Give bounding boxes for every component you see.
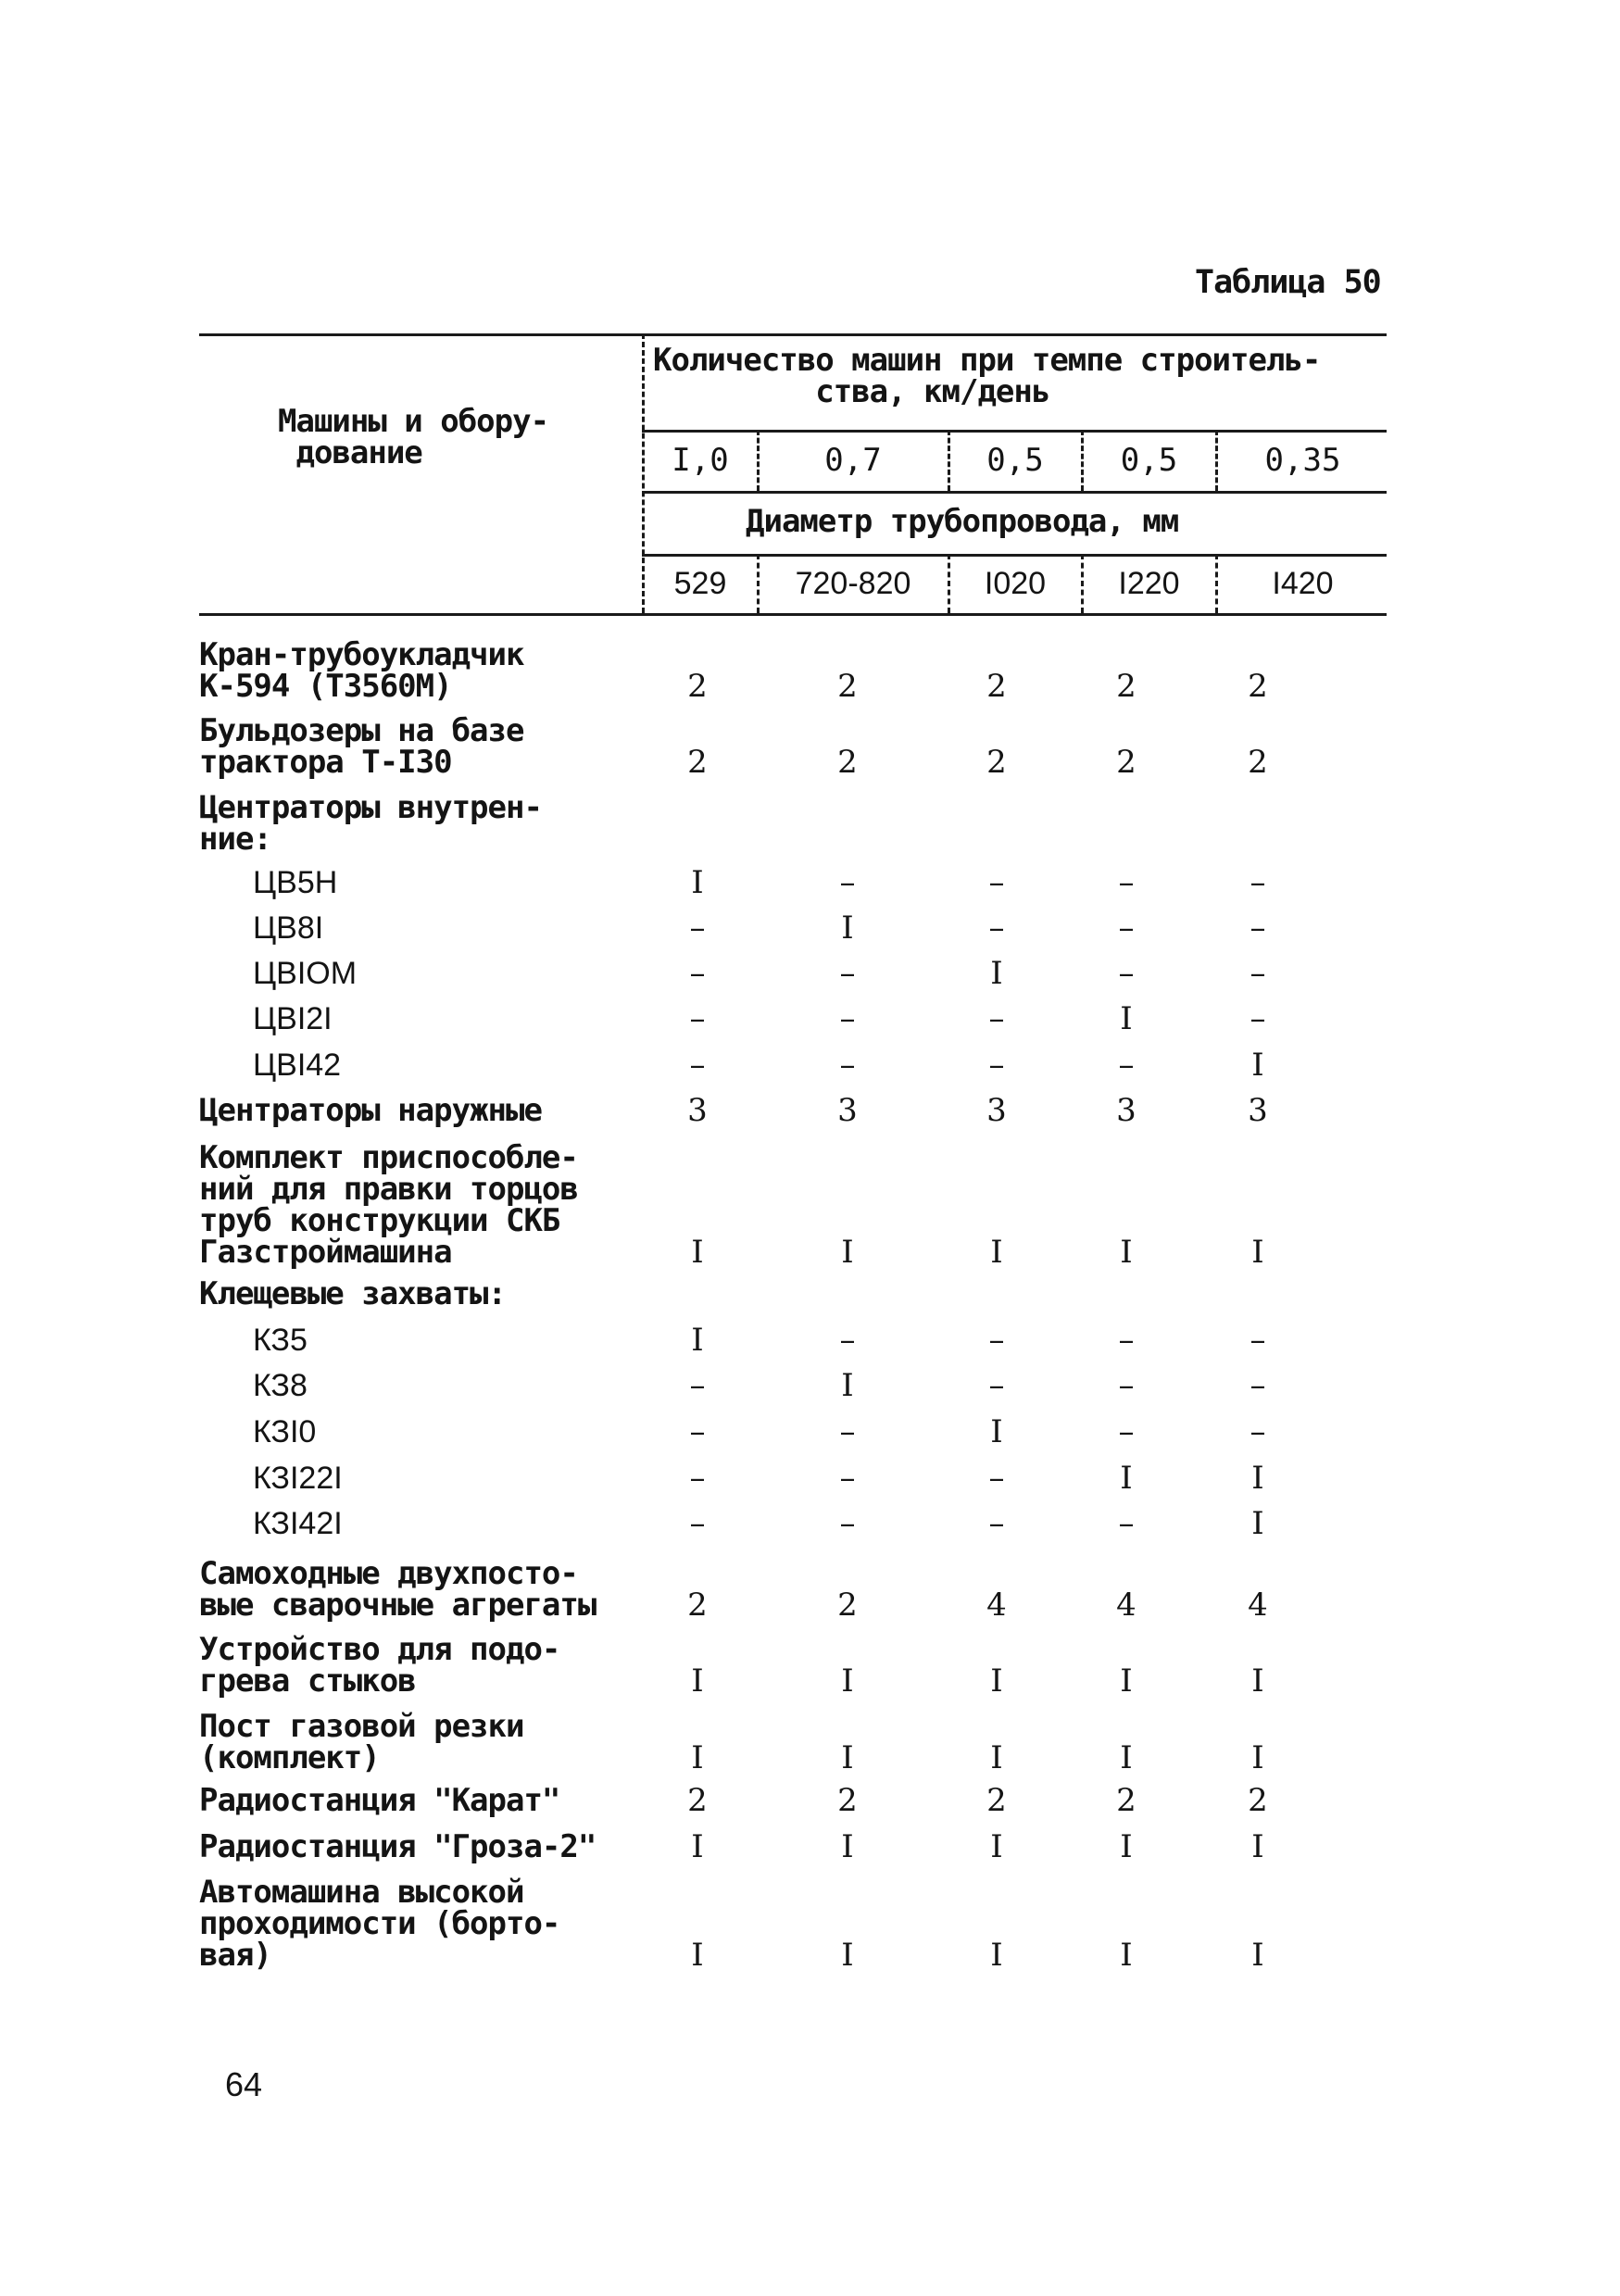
diameter-separator [1081, 554, 1084, 613]
row-label: КЗI42I [253, 1506, 343, 1541]
table-top-rule [199, 333, 1387, 336]
row-value: – [839, 1000, 856, 1037]
row-value: I [1120, 1739, 1133, 1776]
row-value: – [988, 1460, 1005, 1497]
row-value: – [1250, 1413, 1266, 1450]
row-value: – [988, 1367, 1005, 1404]
row-value: – [839, 1505, 856, 1542]
diameter-bottom-rule [642, 554, 1387, 557]
row-value: 2 [837, 744, 858, 781]
tempo-separator [757, 430, 760, 491]
row-value: – [689, 1047, 706, 1084]
row-label: Радиостанция "Гроза-2" [199, 1828, 597, 1865]
row-value: – [839, 864, 856, 901]
row-value: I [1120, 1000, 1133, 1037]
diameter-value: 720-820 [795, 566, 911, 601]
tempo-value: 0,5 [986, 442, 1044, 479]
table-caption: Таблица 50 [1195, 264, 1381, 301]
row-label: КЗI22I [253, 1461, 343, 1496]
row-label: КЗ8 [253, 1368, 308, 1403]
row-value: – [1250, 955, 1266, 992]
row-value: 2 [1248, 1782, 1268, 1819]
diameter-separator [948, 554, 950, 613]
row-value: – [1118, 1505, 1135, 1542]
row-label: КЗ5 [253, 1323, 308, 1358]
row-value: – [689, 1367, 706, 1404]
row-value: I [1251, 1505, 1264, 1542]
row-value: I [841, 1662, 854, 1700]
row-value: – [1250, 1367, 1266, 1404]
row-value: – [689, 1000, 706, 1037]
row-value: I [841, 1739, 854, 1776]
row-value: 3 [1116, 1092, 1137, 1129]
row-label: Центраторы наружные [199, 1092, 542, 1129]
row-value: – [988, 864, 1005, 901]
row-value: I [1251, 1937, 1264, 1974]
row-label: Клещевые захваты: [199, 1275, 506, 1312]
row-value: 2 [837, 1782, 858, 1819]
row-value: – [839, 1322, 856, 1359]
row-value: 2 [1116, 1782, 1137, 1819]
diameter-value: I220 [1118, 566, 1180, 601]
row-value: I [1251, 1739, 1264, 1776]
row-value: I [990, 1413, 1003, 1450]
header-separator [642, 333, 645, 613]
row-value: 2 [837, 1587, 858, 1624]
row-label: Самоходные двухпосто- вые сварочные агрегаты [199, 1555, 597, 1624]
row-value: – [988, 1000, 1005, 1037]
row-value: I [691, 864, 704, 901]
row-value: 2 [1248, 668, 1268, 705]
row-value: – [1118, 1367, 1135, 1404]
row-value: I [990, 1234, 1003, 1271]
row-value: 3 [687, 1092, 708, 1129]
row-label: Комплект приспособле- ний для правки торцов труб конструкции СКБ Газстроймашина [199, 1139, 578, 1271]
tempo-value: 0,5 [1120, 442, 1178, 479]
row-label: ЦВIОМ [253, 956, 358, 991]
row-label: Автомашина высокой проходимости (борто- вая) [199, 1874, 560, 1974]
row-value: I [990, 1937, 1003, 1974]
row-value: I [1120, 1460, 1133, 1497]
row-value: – [839, 955, 856, 992]
row-value: 2 [1116, 668, 1137, 705]
row-value: 2 [687, 1587, 708, 1624]
tempo-value: 0,35 [1264, 442, 1341, 479]
tempo-separator [948, 430, 950, 491]
tempo-top-rule [642, 430, 1387, 433]
row-value: I [1120, 1234, 1133, 1271]
row-value: I [841, 1367, 854, 1404]
row-value: I [1251, 1828, 1264, 1865]
diameter-value: 529 [673, 566, 727, 601]
row-value: 4 [1116, 1587, 1137, 1624]
row-value: 2 [986, 668, 1007, 705]
row-value: 2 [986, 744, 1007, 781]
tempo-value: 0,7 [824, 442, 882, 479]
diameter-value: I420 [1272, 566, 1334, 601]
row-label: ЦВ5Н [253, 865, 338, 900]
row-value: I [1120, 1828, 1133, 1865]
row-value: – [839, 1460, 856, 1497]
row-value: I [1120, 1937, 1133, 1974]
row-label: Устройство для подо- грева стыков [199, 1631, 560, 1700]
row-value: I [1251, 1047, 1264, 1084]
row-value: I [990, 955, 1003, 992]
row-value: – [689, 910, 706, 947]
row-value: 2 [687, 668, 708, 705]
row-value: I [1120, 1662, 1133, 1700]
machines-column-header: Машины и обору- дование [278, 403, 549, 471]
row-value: I [1251, 1234, 1264, 1271]
diameter-separator [757, 554, 760, 613]
row-value: I [990, 1828, 1003, 1865]
row-value: I [691, 1322, 704, 1359]
row-value: 3 [837, 1092, 858, 1129]
tempo-separator [1081, 430, 1084, 491]
row-value: I [841, 1828, 854, 1865]
row-label: Кран-трубоукладчик К-594 (Т3560М) [199, 636, 524, 705]
row-label: Радиостанция "Карат" [199, 1782, 560, 1819]
row-value: 4 [986, 1587, 1007, 1624]
row-value: 3 [1248, 1092, 1268, 1129]
row-value: I [1251, 1460, 1264, 1497]
row-value: – [1118, 1413, 1135, 1450]
row-label: Пост газовой резки (комплект) [199, 1708, 524, 1776]
tempo-separator [1215, 430, 1218, 491]
row-value: – [1250, 864, 1266, 901]
row-value: – [988, 1322, 1005, 1359]
row-label: Центраторы внутрен- ние: [199, 789, 542, 858]
row-value: 2 [687, 744, 708, 781]
row-value: I [691, 1828, 704, 1865]
row-label: ЦВI42 [253, 1048, 342, 1083]
row-value: – [1118, 1322, 1135, 1359]
row-label: ЦВI2I [253, 1001, 333, 1036]
row-value: 4 [1248, 1587, 1268, 1624]
row-value: – [689, 1460, 706, 1497]
row-value: – [689, 955, 706, 992]
row-value: – [1250, 910, 1266, 947]
row-value: – [988, 910, 1005, 947]
row-value: 2 [1116, 744, 1137, 781]
header-bottom-rule [199, 613, 1387, 616]
row-value: – [1250, 1000, 1266, 1037]
row-value: 3 [986, 1092, 1007, 1129]
row-value: I [691, 1739, 704, 1776]
row-value: 2 [1248, 744, 1268, 781]
row-value: – [689, 1505, 706, 1542]
row-value: 2 [837, 668, 858, 705]
row-value: I [841, 1234, 854, 1271]
quantity-header: Количество машин при темпе строитель- ства, км/день [653, 342, 1321, 410]
row-value: – [1118, 955, 1135, 992]
row-value: 2 [986, 1782, 1007, 1819]
row-value: I [990, 1662, 1003, 1700]
page-number: 64 [225, 2065, 263, 2103]
row-value: – [1250, 1322, 1266, 1359]
tempo-value: I,0 [672, 442, 729, 479]
row-value: – [988, 1047, 1005, 1084]
row-value: – [839, 1413, 856, 1450]
row-value: I [990, 1739, 1003, 1776]
row-value: I [691, 1937, 704, 1974]
row-label: КЗI0 [253, 1414, 317, 1449]
tempo-bottom-rule [642, 491, 1387, 494]
diameter-header: Диаметр трубопровода, мм [746, 503, 1179, 540]
row-value: I [691, 1234, 704, 1271]
machines-table [199, 333, 1387, 2028]
row-value: – [1118, 1047, 1135, 1084]
row-value: – [839, 1047, 856, 1084]
row-value: – [1118, 864, 1135, 901]
row-value: – [689, 1413, 706, 1450]
row-value: I [841, 1937, 854, 1974]
row-value: – [988, 1505, 1005, 1542]
row-value: I [691, 1662, 704, 1700]
row-label: ЦВ8I [253, 910, 324, 946]
row-value: 2 [687, 1782, 708, 1819]
row-value: – [1118, 910, 1135, 947]
diameter-separator [1215, 554, 1218, 613]
row-value: I [1251, 1662, 1264, 1700]
row-label: Бульдозеры на базе трактора Т-I30 [199, 712, 524, 781]
row-value: I [841, 910, 854, 947]
diameter-value: I020 [984, 566, 1047, 601]
